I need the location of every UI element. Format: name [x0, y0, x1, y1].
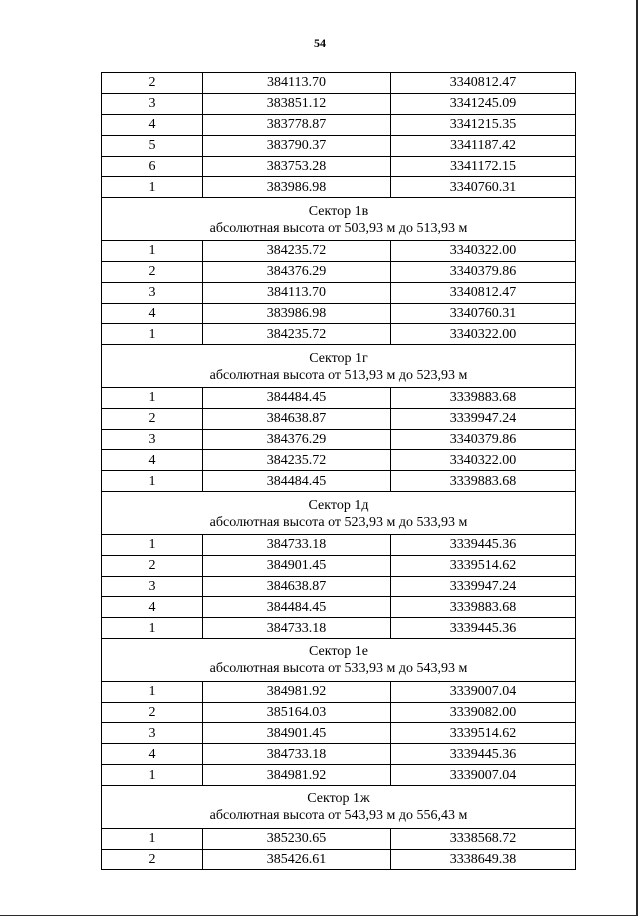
x-coordinate-cell: 384376.29 [203, 429, 391, 450]
x-coordinate-cell: 384484.45 [203, 597, 391, 618]
y-coordinate-cell: 3339445.36 [391, 534, 576, 555]
x-coordinate-cell: 383851.12 [203, 93, 391, 114]
x-coordinate-cell: 384235.72 [203, 324, 391, 345]
x-coordinate-cell: 384235.72 [203, 450, 391, 471]
y-coordinate-cell: 3340379.86 [391, 429, 576, 450]
x-coordinate-cell: 383790.37 [203, 135, 391, 156]
y-coordinate-cell: 3340812.47 [391, 73, 576, 94]
x-coordinate-cell: 384981.92 [203, 681, 391, 702]
table-row [102, 387, 576, 408]
point-number-cell: 6 [102, 156, 203, 177]
x-coordinate-cell: 384484.45 [203, 471, 391, 492]
sector-altitude: абсолютная высота от 503,93 м до 513,93 м [209, 220, 468, 236]
sector-header-cell [102, 492, 576, 535]
sector-header-cell [102, 786, 576, 829]
y-coordinate-cell: 3338568.72 [391, 828, 576, 849]
y-coordinate-cell: 3338649.38 [391, 849, 576, 870]
sector-header-cell [102, 345, 576, 388]
point-number-cell: 1 [102, 387, 203, 408]
x-coordinate-cell: 384113.70 [203, 282, 391, 303]
x-coordinate-cell: 383986.98 [203, 303, 391, 324]
table-row [102, 723, 576, 744]
coordinates-table-body [102, 73, 576, 870]
y-coordinate-cell: 3340322.00 [391, 450, 576, 471]
x-coordinate-cell: 383778.87 [203, 114, 391, 135]
table-row [102, 114, 576, 135]
sector-altitude: абсолютная высота от 523,93 м до 533,93 м [209, 514, 468, 530]
y-coordinate-cell: 3340760.31 [391, 303, 576, 324]
y-coordinate-cell: 3341245.09 [391, 93, 576, 114]
y-coordinate-cell: 3340379.86 [391, 261, 576, 282]
point-number-cell: 2 [102, 555, 203, 576]
point-number-cell: 4 [102, 303, 203, 324]
y-coordinate-cell: 3341215.35 [391, 114, 576, 135]
y-coordinate-cell: 3339883.68 [391, 471, 576, 492]
sector-altitude: абсолютная высота от 533,93 м до 543,93 м [209, 661, 468, 677]
sector-header-cell [102, 198, 576, 241]
x-coordinate-cell: 384376.29 [203, 261, 391, 282]
y-coordinate-cell: 3341187.42 [391, 135, 576, 156]
x-coordinate-cell: 384638.87 [203, 408, 391, 429]
sector-altitude: абсолютная высота от 513,93 м до 523,93 м [209, 367, 468, 383]
table-row [102, 408, 576, 429]
table-row [102, 702, 576, 723]
table-row [102, 471, 576, 492]
table-row [102, 765, 576, 786]
point-number-cell: 3 [102, 282, 203, 303]
sector-title: Сектор 1в [308, 203, 369, 219]
y-coordinate-cell: 3339007.04 [391, 765, 576, 786]
table-row [102, 618, 576, 639]
point-number-cell: 3 [102, 93, 203, 114]
sector-title: Сектор 1е [309, 644, 368, 660]
x-coordinate-cell: 384113.70 [203, 73, 391, 94]
point-number-cell: 1 [102, 765, 203, 786]
x-coordinate-cell: 384733.18 [203, 618, 391, 639]
table-row [102, 597, 576, 618]
sector-title: Сектор 1д [308, 497, 369, 513]
table-row [102, 135, 576, 156]
sector-title: Сектор 1ж [307, 791, 370, 807]
sector-title: Сектор 1г [309, 350, 368, 366]
page-number: 54 [314, 36, 326, 50]
y-coordinate-cell: 3339514.62 [391, 555, 576, 576]
point-number-cell: 1 [102, 177, 203, 198]
y-coordinate-cell: 3339007.04 [391, 681, 576, 702]
point-number-cell: 3 [102, 723, 203, 744]
y-coordinate-cell: 3339514.62 [391, 723, 576, 744]
point-number-cell: 1 [102, 681, 203, 702]
y-coordinate-cell: 3340322.00 [391, 240, 576, 261]
table-row [102, 534, 576, 555]
x-coordinate-cell: 384981.92 [203, 765, 391, 786]
point-number-cell: 1 [102, 324, 203, 345]
table-row [102, 73, 576, 94]
y-coordinate-cell: 3339947.24 [391, 408, 576, 429]
x-coordinate-cell: 384733.18 [203, 534, 391, 555]
table-row [102, 744, 576, 765]
table-row [102, 429, 576, 450]
x-coordinate-cell: 384484.45 [203, 387, 391, 408]
sector-header-row [102, 345, 576, 388]
x-coordinate-cell: 383986.98 [203, 177, 391, 198]
sector-altitude: абсолютная высота от 543,93 м до 556,43 м [209, 808, 468, 824]
sector-header-row [102, 492, 576, 535]
y-coordinate-cell: 3339883.68 [391, 597, 576, 618]
table-row [102, 828, 576, 849]
table-row [102, 261, 576, 282]
x-coordinate-cell: 385230.65 [203, 828, 391, 849]
point-number-cell: 1 [102, 240, 203, 261]
table-row [102, 576, 576, 597]
y-coordinate-cell: 3339082.00 [391, 702, 576, 723]
point-number-cell: 2 [102, 261, 203, 282]
y-coordinate-cell: 3339445.36 [391, 618, 576, 639]
point-number-cell: 1 [102, 471, 203, 492]
y-coordinate-cell: 3340322.00 [391, 324, 576, 345]
point-number-cell: 2 [102, 408, 203, 429]
table-row [102, 282, 576, 303]
table-row [102, 849, 576, 870]
table-row [102, 450, 576, 471]
point-number-cell: 5 [102, 135, 203, 156]
table-row [102, 303, 576, 324]
y-coordinate-cell: 3339947.24 [391, 576, 576, 597]
x-coordinate-cell: 383753.28 [203, 156, 391, 177]
y-coordinate-cell: 3340812.47 [391, 282, 576, 303]
table-row [102, 324, 576, 345]
x-coordinate-cell: 384733.18 [203, 744, 391, 765]
table-row [102, 555, 576, 576]
x-coordinate-cell: 384901.45 [203, 723, 391, 744]
y-coordinate-cell: 3340760.31 [391, 177, 576, 198]
point-number-cell: 3 [102, 429, 203, 450]
point-number-cell: 1 [102, 618, 203, 639]
table-row [102, 177, 576, 198]
point-number-cell: 1 [102, 828, 203, 849]
x-coordinate-cell: 384901.45 [203, 555, 391, 576]
table-row [102, 93, 576, 114]
x-coordinate-cell: 385164.03 [203, 702, 391, 723]
point-number-cell: 4 [102, 744, 203, 765]
y-coordinate-cell: 3341172.15 [391, 156, 576, 177]
sector-header-row [102, 786, 576, 829]
point-number-cell: 2 [102, 849, 203, 870]
point-number-cell: 1 [102, 534, 203, 555]
coordinates-table [101, 72, 576, 870]
point-number-cell: 4 [102, 450, 203, 471]
point-number-cell: 3 [102, 576, 203, 597]
point-number-cell: 2 [102, 73, 203, 94]
point-number-cell: 4 [102, 114, 203, 135]
point-number-cell: 4 [102, 597, 203, 618]
sector-header-cell [102, 639, 576, 682]
table-row [102, 240, 576, 261]
x-coordinate-cell: 384235.72 [203, 240, 391, 261]
sector-header-row [102, 198, 576, 241]
sector-header-row [102, 639, 576, 682]
table-row [102, 156, 576, 177]
x-coordinate-cell: 384638.87 [203, 576, 391, 597]
x-coordinate-cell: 385426.61 [203, 849, 391, 870]
y-coordinate-cell: 3339445.36 [391, 744, 576, 765]
point-number-cell: 2 [102, 702, 203, 723]
table-row [102, 681, 576, 702]
y-coordinate-cell: 3339883.68 [391, 387, 576, 408]
